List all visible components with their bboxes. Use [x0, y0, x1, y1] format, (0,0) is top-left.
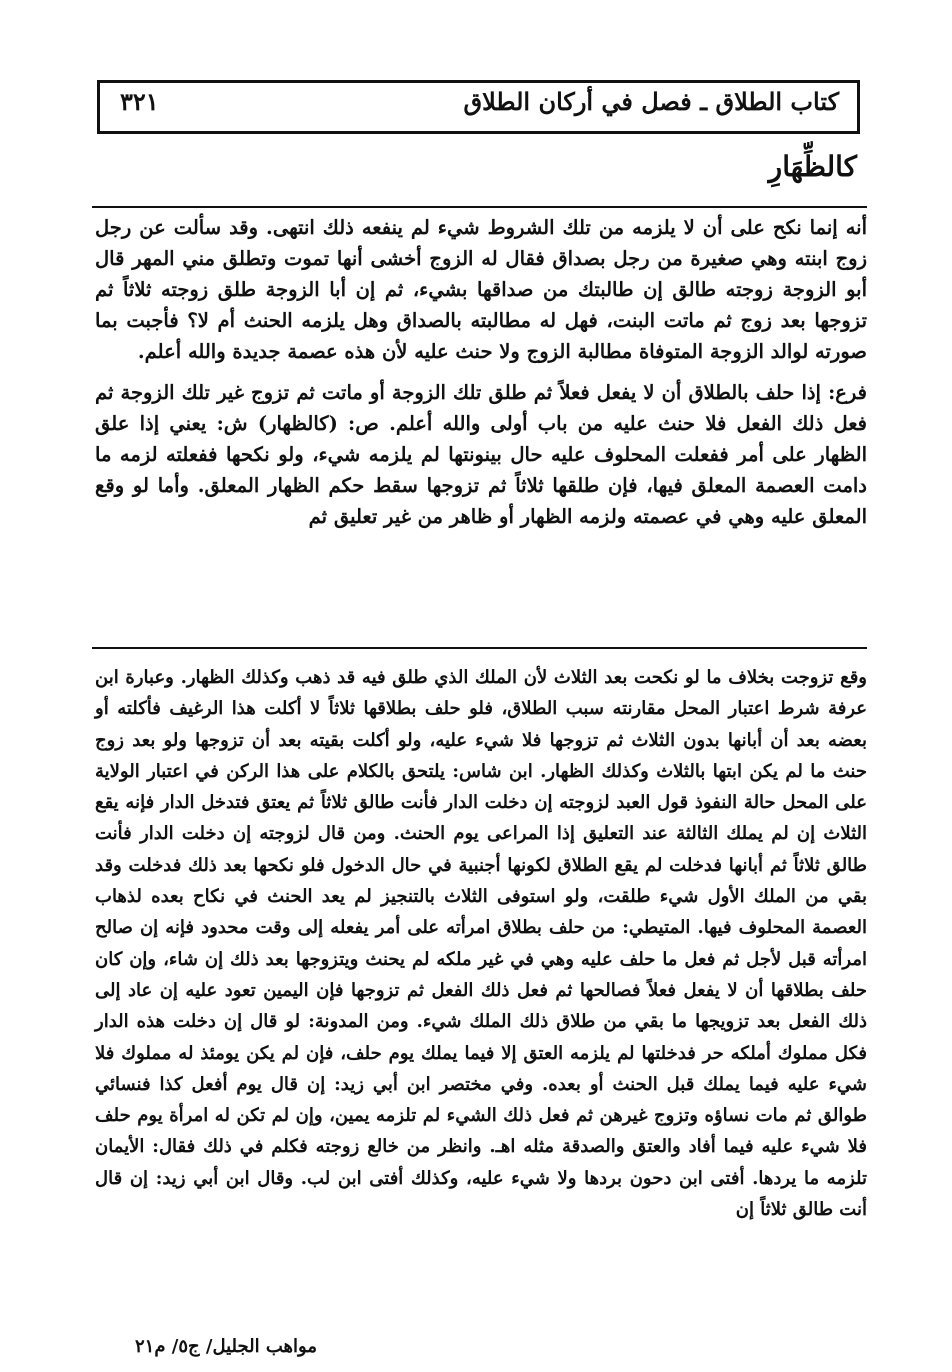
- chapter-title: كتاب الطلاق ـ فصل في أركان الطلاق: [463, 87, 839, 116]
- page-number: ٣٢١: [120, 87, 159, 116]
- matn-text: كالظِّهَارِ: [768, 150, 857, 183]
- page-footer-signature: مواهب الجليل/ ج٥/ م٢١: [135, 1336, 317, 1357]
- separator-rule-middle: [92, 647, 867, 649]
- footnote-block: [95, 662, 867, 1225]
- footnote-paragraph: وقع تزوجت بخلاف ما لو نكحت بعد الثلاث لأن الملك الذي طلق فيه قد ذهب وكذلك الظهار. وعبارة ابن عرفة شرط اعتبار المحل مقارنته سبب الطلاق، فلو حلف بطلاقها ثلاثاً لا أكلت هذا الرغيف فأكلته أو بعضه بعد أن أبانها بدون الثلاث ثم تزوجها فلا شيء عليه، ولو أكلت بقيته بعد أن تزوجها ولو بعد زوج حنث ما لم يكن ابتها بالثلاث وكذلك الظهار. ابن شاس: يلتحق بالكلام على هذا الركن في اعتبار الولاية على المحل حالة النفوذ قول العبد لزوجته إن دخلت الدار فأنت طالق ثلاثاً ثم يعتق فتدخل الدار فإنه يقع الثلاث إن لم يملك الثالثة عند التعليق إذا المراعى يوم الحنث. ومن قال لزوجته إن دخلت الدار فأنت طالق ثلاثاً ثم أبانها فدخلت لم يقع الطلاق لكونها أجنبية في حال الدخول فلو نكحها بعد ذلك فدخلت وقد بقي من الملك الأول شيء طلقت، ولو استوفى الثلاث بالتنجيز لم يعد الحنث في نكاح بعده لذهاب العصمة المحلوف فيها. المتيطي: من حلف بطلاق امرأته على أمر يفعله إلى وقت محدود فإنه إن صالح امرأته قبل لأجل ثم فعل ما حلف عليه وهي في غير ملكه لم يحنث ويتزوجها بعد ذلك إن شاء، وإن كان حلف بطلاقها أن لا يفعل فعلاً فصالحها ثم فعل ذلك الفعل ثم تزوجها فإن اليمين تعود عليه إن عاد إلى ذلك الفعل بعد تزويجها ما بقي من طلاق ذلك الملك شيء. ومن المدونة: لو قال إن دخلت هذه الدار فكل مملوك أملكه حر فدخلتها لم يلزمه العتق إلا فيما يملك يوم حلف، فإن لم يكن يومئذ له مملوك فلا شيء عليه فيما يملك قبل الحنث أو بعده. وفي مختصر ابن أبي زيد: إن قال يوم أفعل كذا فنسائي طوالق ثم مات نساؤه وتزوج غيرهن ثم فعل ذلك الشيء لم تلزمه يمين، وإن لم تكن له امرأة يوم حلف فلا شيء عليه فيما أفاد والعتق والصدقة مثله اهـ. وانظر من خالع زوجته فكلم في ذلك فقال: الأيمان تلزمه ما يردها. أفتى ابن دحون بردها ولا شيء عليه، وكذلك أفتى ابن لب. وقال ابن أبي زيد: إن قال أنت طالق ثلاثاً إن: [95, 667, 867, 1221]
- running-header: [97, 80, 860, 134]
- separator-rule-top: [92, 206, 867, 208]
- commentary-paragraph: أنه إنما نكح على أن لا يلزمه من تلك الشروط شيء لم ينفعه ذلك انتهى. وقد سألت عن رجل زوج ابنته وهي صغيرة من رجل بصداق فقال له الزوج أخشى أنها تموت وتطلق مني المهر قال أبو الزوجة زوجته طالق إن طالبتك من صداقها بشيء، ثم إن أبا الزوجة طلق زوجته ثلاثاً ثم تزوجها بعد زوج ثم ماتت البنت، فهل له مطالبته بالصداق وهل يلزمه الحنث أم لا؟ فأجبت بما صورته لوالد الزوجة المتوفاة مطالبة الزوج ولا حنث عليه لأن هذه عصمة جديدة والله أعلم.: [95, 216, 867, 363]
- commentary-paragraph: فرع: إذا حلف بالطلاق أن لا يفعل فعلاً ثم طلق تلك الزوجة أو ماتت ثم تزوج غير تلك الزوجة ثم فعل ذلك الفعل فلا حنث عليه من باب أولى والله أعلم. ص: (كالظهار) ش: يعني إذا علق الظهار على أمر ففعلت المحلوف عليه حال بينونتها لم يلزمه شيء، ولو نكحها ففعلته لزمه ما دامت العصمة المعلق فيها، فإن طلقها ثلاثاً ثم تزوجها سقط حكم الظهار المعلق. وأما لو وقع المعلق عليه وهي في عصمته ولزمه الظهار أو ظاهر من غير تعليق ثم: [95, 381, 867, 528]
- commentary-block: [95, 212, 867, 532]
